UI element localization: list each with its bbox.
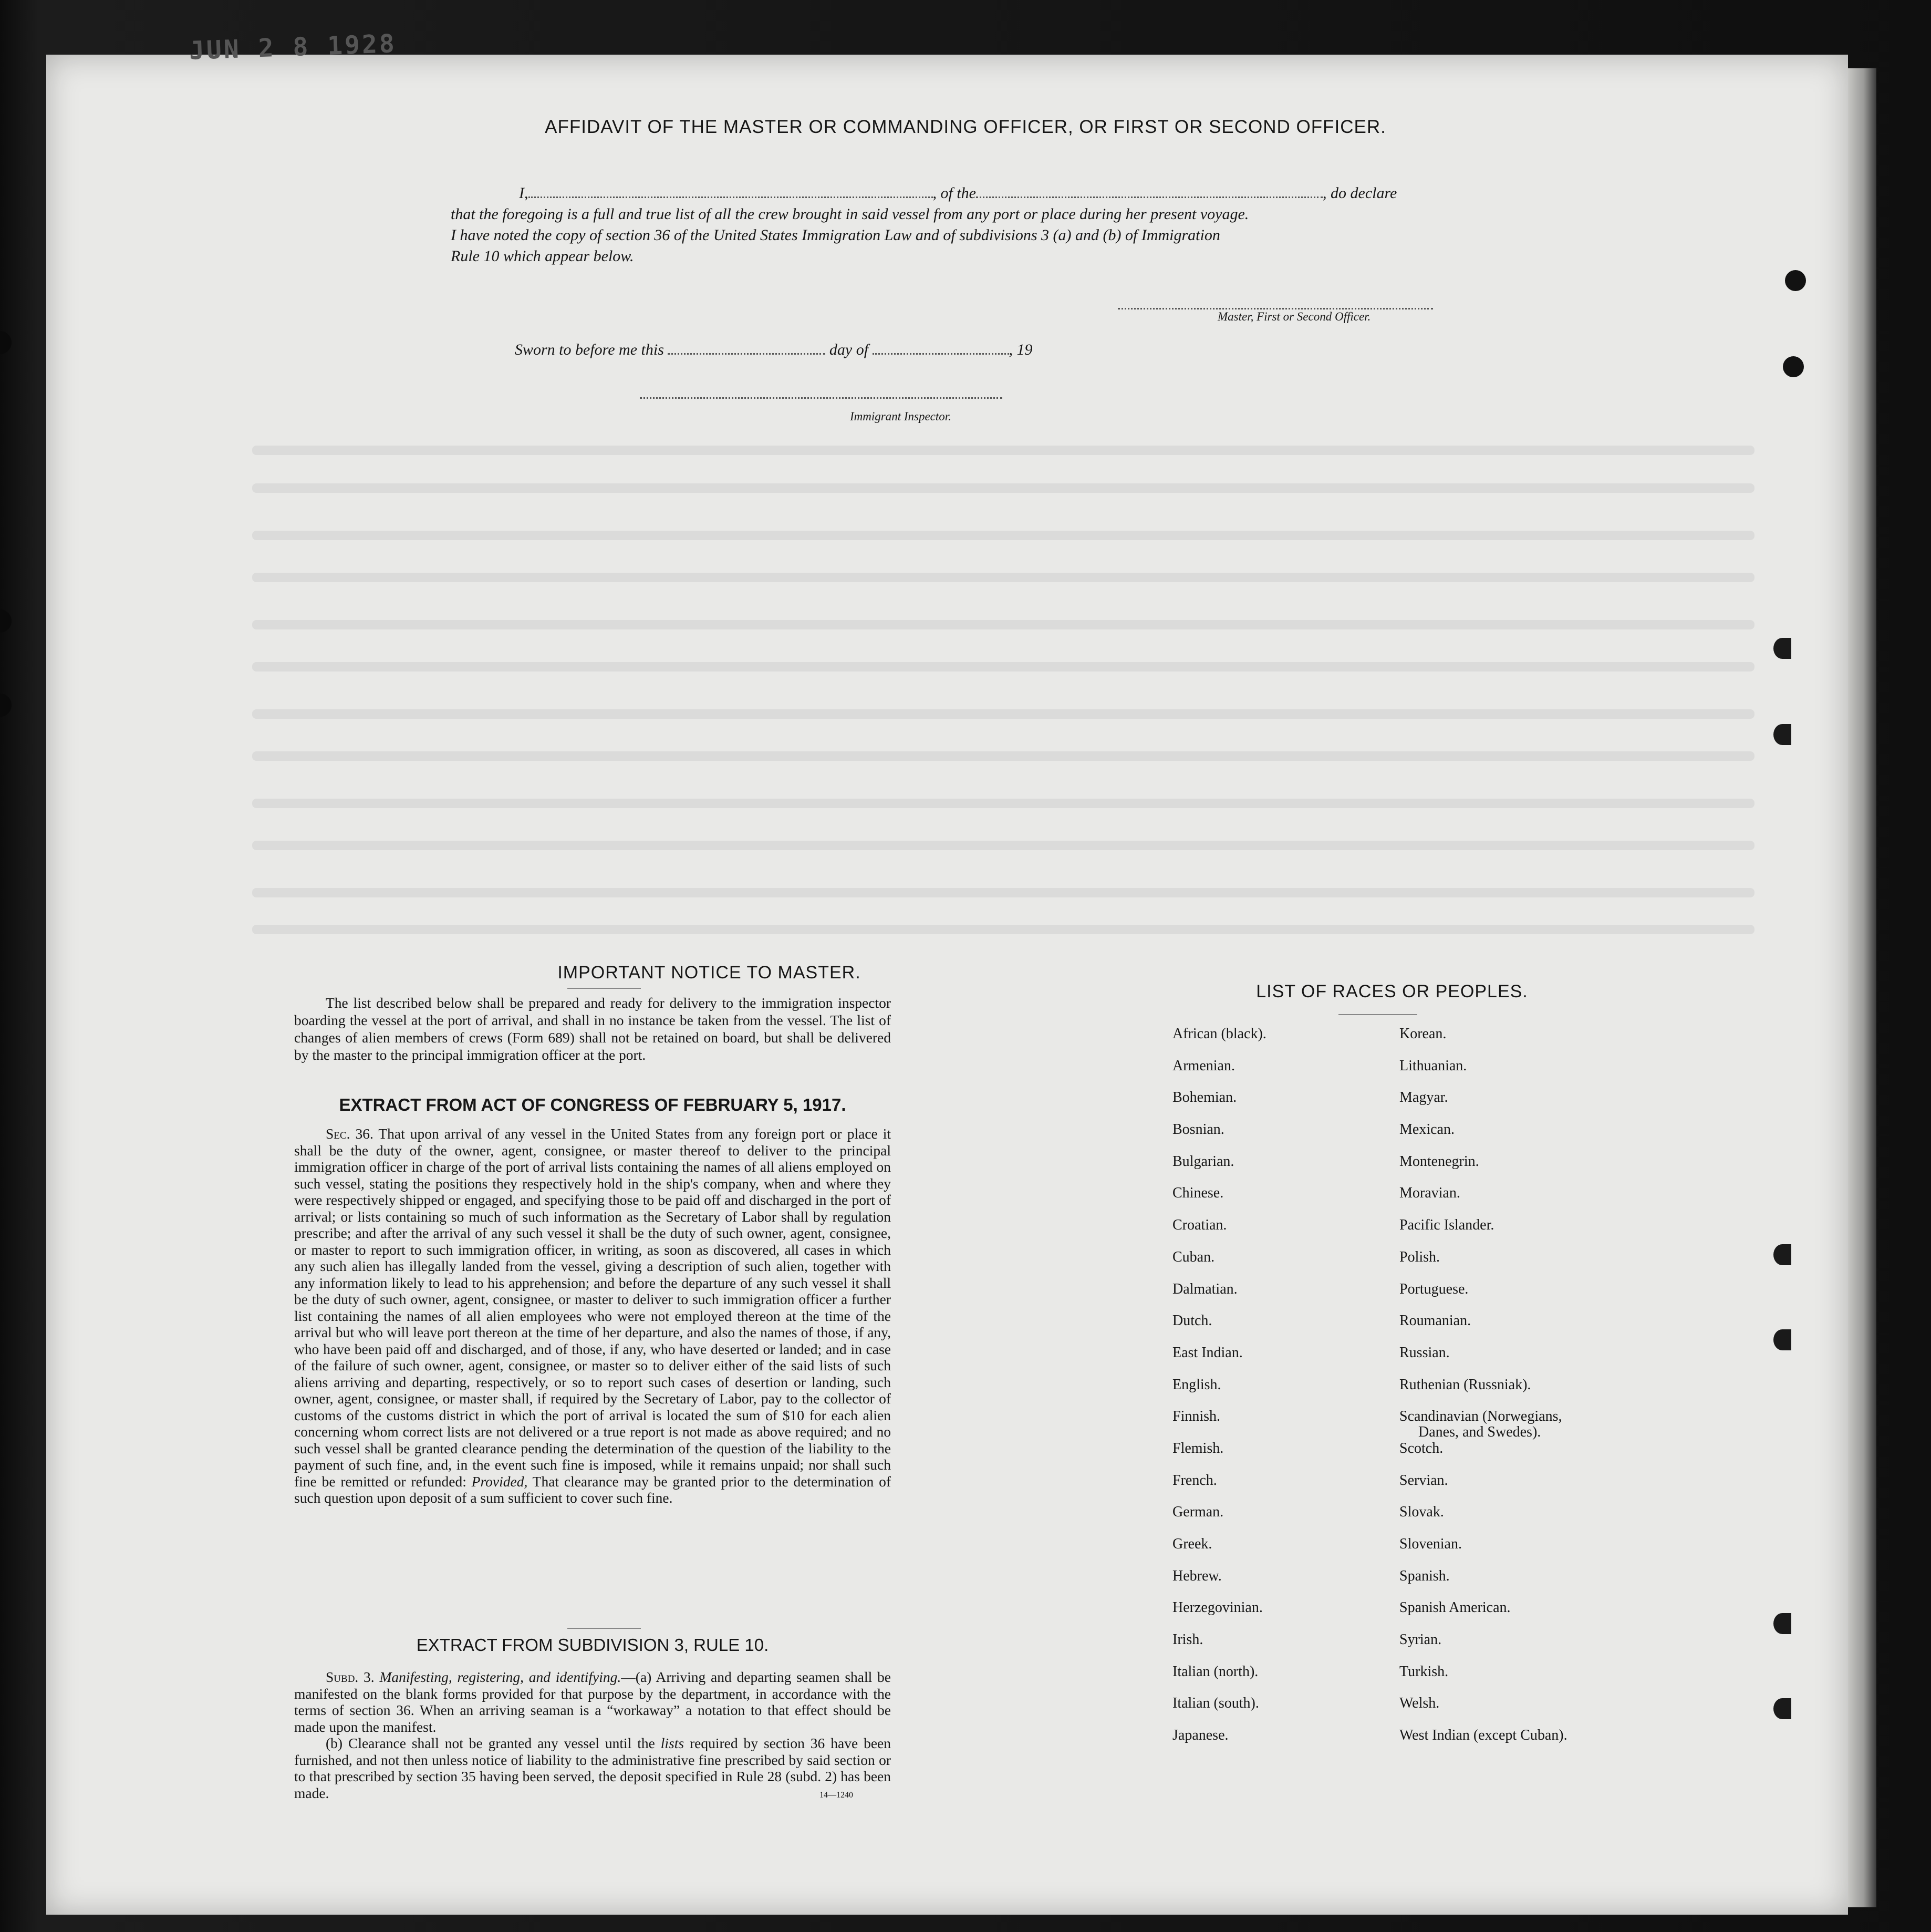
race-label: Herzegovinian. [1172, 1599, 1263, 1616]
subd-label: Subd. 3. [326, 1669, 375, 1685]
race-label: Russian. [1399, 1344, 1450, 1361]
race-label: Portuguese. [1399, 1280, 1469, 1297]
divider [567, 988, 641, 989]
affidavit-line-2: that the foregoing is a full and true list of all the crew brought in said vessel from any port or place during her present voyage. [451, 205, 1249, 223]
divider [567, 1628, 641, 1629]
race-item [1172, 1345, 1266, 1377]
race-label: Welsh. [1399, 1695, 1440, 1712]
race-item [1399, 1281, 1567, 1313]
race-item [1172, 1504, 1266, 1536]
form-number: 14—1240 [819, 1791, 853, 1800]
race-item [1399, 1089, 1567, 1121]
race-label: East Indian. [1172, 1344, 1243, 1361]
race-label: Roumanian. [1399, 1313, 1471, 1329]
race-item [1399, 1249, 1567, 1281]
affidavit-declare: , do declare [1323, 184, 1397, 202]
race-label: Spanish. [1399, 1567, 1450, 1584]
race-item [1172, 1121, 1266, 1153]
subd-b-lead: (b) Clearance shall not be granted any vessel until the [326, 1735, 655, 1751]
race-item [1399, 1185, 1567, 1217]
punch-hole [1773, 1613, 1791, 1634]
race-item [1172, 1472, 1266, 1504]
race-item [1172, 1377, 1266, 1409]
race-item [1172, 1568, 1266, 1600]
sworn-text: Sworn to before me this [515, 341, 664, 358]
race-label: Servian. [1399, 1472, 1448, 1489]
race-label: Italian (north). [1172, 1663, 1259, 1680]
race-label: Montenegrin. [1399, 1153, 1479, 1170]
race-label: Syrian. [1399, 1631, 1442, 1648]
master-signature-label: Master, First or Second Officer. [1218, 310, 1371, 323]
race-item [1399, 1695, 1567, 1727]
race-label: Pacific Islander. [1399, 1217, 1494, 1234]
race-item [1399, 1664, 1567, 1696]
race-item [1172, 1695, 1266, 1727]
race-label: Magyar. [1399, 1089, 1448, 1106]
divider [1338, 1014, 1417, 1015]
punch-hole [1773, 1244, 1791, 1265]
race-item [1399, 1472, 1567, 1504]
race-item [1172, 1599, 1266, 1631]
race-label: German. [1172, 1504, 1224, 1521]
race-item [1399, 1377, 1567, 1409]
race-item [1399, 1058, 1567, 1090]
subd-a-text: —(a) Arriving and departing seamen shall be manifested on the blank forms provided for that purpose by the department, in accordance with the terms of section 36. When an arriving seaman is a “workaway” a notation to that effect should be made upon the manifest. [294, 1669, 891, 1735]
affidavit-line-4: Rule 10 which appear below. [451, 247, 634, 265]
race-item [1172, 1026, 1266, 1058]
race-label: Cuban. [1172, 1248, 1215, 1265]
master-signature-field[interactable] [1118, 308, 1433, 309]
race-label: Scotch. [1399, 1440, 1444, 1456]
subd-b-text: required by section 36 have been furnished, and not then unless notice of liability to the administrative fine prescribed by said section or to that prescribed by section 35 having been served, the deposit specified in Rule 28 (subd. 2) has been made. [294, 1735, 891, 1801]
race-item [1399, 1313, 1567, 1345]
punch-hole [1773, 638, 1791, 659]
race-item [1172, 1536, 1266, 1568]
race-label: Chinese. [1172, 1185, 1224, 1202]
race-item [1399, 1599, 1567, 1631]
subd-heading: Manifesting, registering, and identifying. [379, 1669, 621, 1685]
section-36-body: That upon arrival of any vessel in the United States from any foreign port or place it shall be the duty of the owner, agent, consignee, or master thereof to deliver to the principal immigration officer in charge of the port of arrival lists containing the names of all aliens employed on such vessel, stating the positions they respectively hold in the ship's company, when and where they were respectively shipped or engaged, and specifying those to be paid off and discharged in the port of arrival; or lists containing so much of such information as the Secretary of Labor shall by regulation prescribe; and after the arrival of any such vessel it shall be the duty of such owner, agent, consignee, or master to report to such immigration officer, in writing, as soon as discovered, all cases in which any such alien has illegally landed from the vessel, giving a description of such alien, together with any information likely to lead to his apprehension; and before the departure of any such vessel it shall be the duty of such owner, agent, consignee, or master to deliver to such immigration officer a further list containing the names of all alien employees who were not employed thereon at the time of the arrival but who will leave port thereon at the time of her departure, and also the names of those, if any, who have been paid off and discharged, and of those, if any, who have deserted or landed; and in case of the failure of such owner, agent, consignee, or master so to deliver either of the said lists of such aliens arriving and departing, respectively, or so to report such cases of desertion or landing, such owner, agent, consignee, or master shall, if required by the Secretary of Labor, pay to the collector of customs of the customs district in which the port of arrival is located the sum of $10 for each alien concerning whom correct lists are not delivered or a true report is not made as above required; and no such vessel shall be granted clearance pending the determination of the question of the liability to the payment of such fine, and, in the event such fine is imposed, while it remains unpaid; nor shall such fine be remitted or refunded: [294, 1125, 891, 1490]
race-label: Bohemian. [1172, 1089, 1237, 1106]
race-item [1399, 1121, 1567, 1153]
race-label: Hebrew. [1172, 1567, 1222, 1584]
race-label: Japanese. [1172, 1727, 1229, 1744]
races-column-2 [1399, 1026, 1567, 1759]
race-item [1172, 1631, 1266, 1664]
affidavit-of-the: , of the [932, 184, 976, 202]
punch-hole [1783, 356, 1804, 377]
race-label: West Indian (except Cuban). [1399, 1727, 1567, 1744]
affidavit-statement [451, 183, 1449, 267]
race-item [1172, 1408, 1266, 1440]
page-edge-shadow [1845, 68, 1876, 1907]
race-label: Lithuanian. [1399, 1057, 1467, 1074]
section-36-text [294, 1125, 891, 1506]
race-label: Bosnian. [1172, 1121, 1224, 1138]
extract-rule-title: EXTRACT FROM SUBDIVISION 3, RULE 10. [416, 1635, 769, 1655]
race-label: Italian (south). [1172, 1695, 1259, 1712]
name-field[interactable] [528, 184, 933, 198]
vessel-field[interactable] [976, 184, 1323, 198]
punch-hole [1773, 1698, 1791, 1719]
sworn-statement [515, 340, 1033, 359]
race-label: Scandinavian (Norwegians, [1399, 1408, 1562, 1425]
subd-b-lists: lists [660, 1735, 684, 1751]
race-label-continued: Danes, and Swedes). [1418, 1424, 1541, 1441]
race-item [1172, 1217, 1266, 1249]
inspector-signature-label: Immigrant Inspector. [850, 410, 951, 423]
inspector-signature-field[interactable] [640, 397, 1002, 399]
sworn-day-of: day of [829, 341, 869, 358]
race-label: Croatian. [1172, 1217, 1227, 1234]
race-item [1399, 1631, 1567, 1664]
extract-act-title: EXTRACT FROM ACT OF CONGRESS OF FEBRUARY 5, 1917. [339, 1095, 846, 1114]
race-item [1399, 1408, 1567, 1440]
race-item [1399, 1217, 1567, 1249]
race-item [1399, 1345, 1567, 1377]
races-title: LIST OF RACES OR PEOPLES. [1256, 982, 1528, 1001]
race-item [1399, 1727, 1567, 1759]
race-label: Slovak. [1399, 1504, 1444, 1521]
notice-title: IMPORTANT NOTICE TO MASTER. [557, 963, 861, 983]
race-label: Finnish. [1172, 1408, 1221, 1425]
sworn-day-field[interactable] [668, 340, 825, 355]
race-item [1172, 1727, 1266, 1759]
date-stamp: JUN 2 8 1928 [189, 29, 397, 66]
race-label: Turkish. [1399, 1663, 1449, 1680]
race-label: African (black). [1172, 1026, 1266, 1042]
race-item [1399, 1568, 1567, 1600]
race-label: Irish. [1172, 1631, 1203, 1648]
section-36-tail: That clearance may be granted prior to the determination of such question upon deposit of a sum sufficient to cover such fine. [294, 1473, 891, 1506]
affidavit-line-3: I have noted the copy of section 36 of the United States Immigration Law and of subdivisions 3 (a) and (b) of Immigration [451, 226, 1220, 244]
rule-10-text [294, 1669, 891, 1801]
affidavit-title: AFFIDAVIT OF THE MASTER OR COMMANDING OFFICER, OR FIRST OR SECOND OFFICER. [545, 117, 1386, 137]
race-label: Polish. [1399, 1248, 1440, 1265]
provided-word: Provided, [471, 1473, 528, 1490]
section-label: Sec. 36. [326, 1125, 373, 1142]
race-item [1172, 1185, 1266, 1217]
notice-text: The list described below shall be prepared and ready for delivery to the immigration inspector boarding the vessel at the port of arrival, and shall in no instance be taken from the vessel. The list of changes of alien members of crews (Form 689) shall not be retained on board, but shall be delivered by the master to the principal immigration officer at the port. [294, 995, 891, 1063]
race-label: English. [1172, 1376, 1221, 1393]
race-item [1399, 1440, 1567, 1472]
race-item [1172, 1249, 1266, 1281]
race-label: Ruthenian (Russniak). [1399, 1376, 1531, 1393]
race-item [1399, 1536, 1567, 1568]
sworn-month-field[interactable] [873, 340, 1009, 355]
race-item [1172, 1089, 1266, 1121]
race-label: Spanish American. [1399, 1599, 1511, 1616]
race-label: Flemish. [1172, 1440, 1224, 1456]
sworn-year: , 19 [1009, 341, 1033, 358]
race-label: Bulgarian. [1172, 1153, 1234, 1170]
race-item [1399, 1153, 1567, 1185]
race-label: Korean. [1399, 1026, 1447, 1042]
race-label: Dalmatian. [1172, 1280, 1238, 1297]
punch-hole [1773, 1329, 1791, 1350]
race-label: Moravian. [1399, 1185, 1460, 1202]
race-item [1172, 1153, 1266, 1185]
race-item [1172, 1281, 1266, 1313]
race-item [1399, 1504, 1567, 1536]
race-label: French. [1172, 1472, 1217, 1489]
affidavit-i: I, [519, 184, 528, 202]
race-item [1172, 1664, 1266, 1696]
race-label: Mexican. [1399, 1121, 1455, 1138]
race-item [1399, 1026, 1567, 1058]
punch-hole [1785, 270, 1806, 291]
race-label: Dutch. [1172, 1313, 1212, 1329]
race-item [1172, 1440, 1266, 1472]
race-item [1172, 1313, 1266, 1345]
punch-hole [1773, 724, 1791, 745]
race-label: Armenian. [1172, 1057, 1235, 1074]
race-label: Slovenian. [1399, 1536, 1462, 1552]
races-column-1 [1172, 1026, 1266, 1759]
race-label: Greek. [1172, 1536, 1212, 1552]
race-item [1172, 1058, 1266, 1090]
